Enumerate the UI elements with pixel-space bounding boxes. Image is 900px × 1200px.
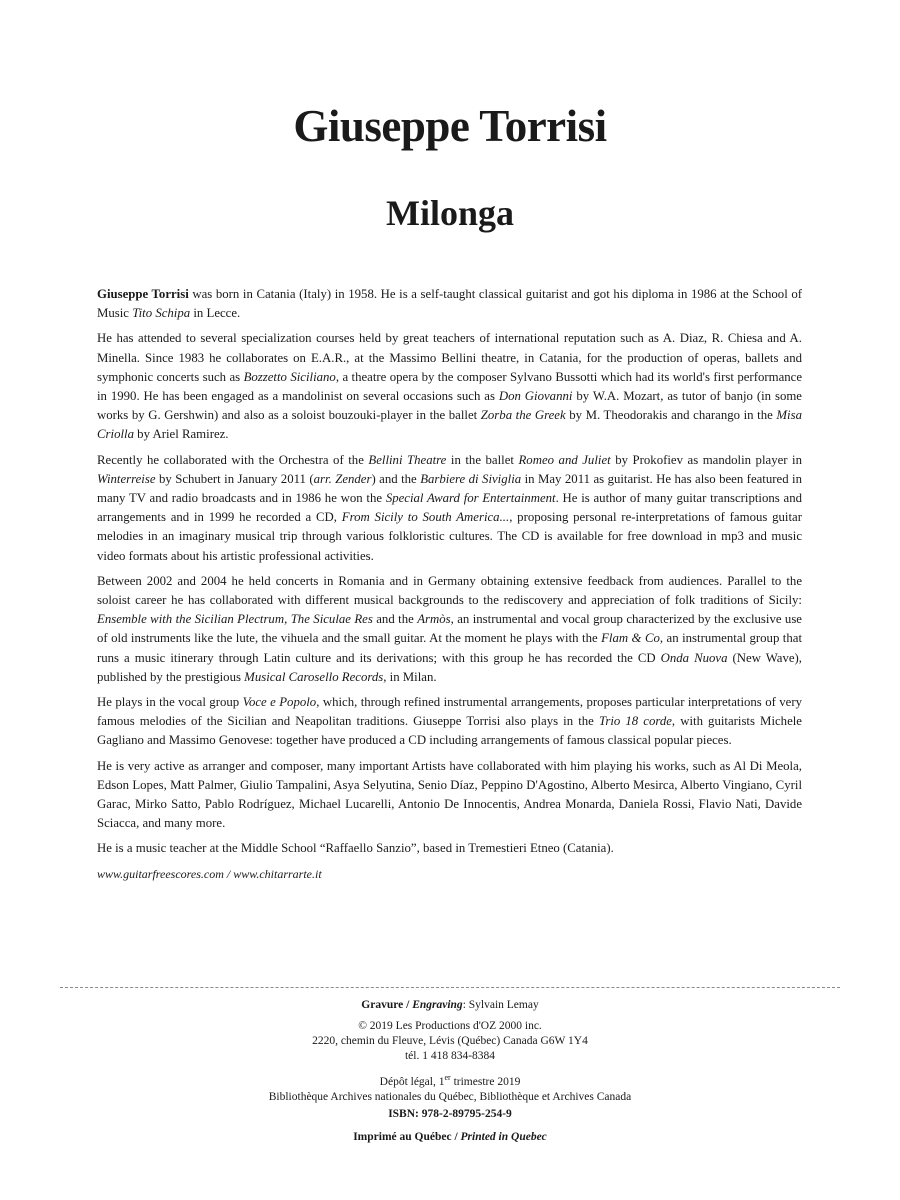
engraving-credit [0,998,900,1013]
bio-emphasis: Bellini Theatre [368,452,447,467]
bio-text: by W.A. Mozart, as tutor of banjo (in some works by G. Gershwin) and also as a soloist bouzouki-player in the ballet [97,389,802,423]
bio-emphasis: Don Giovanni [498,389,573,404]
bio-emphasis: arr. Zender [313,471,372,486]
bio-emphasis: Barbiere di Siviglia [420,471,522,486]
printed-in-en: Printed in Quebec [460,1130,547,1143]
bio-text: was born in Catania (Italy) in 1958. He is a self-taught classical guitarist and got his diploma in 1986 at the School of Music [97,287,802,321]
bio-emphasis: Romeo and Juliet [518,452,611,467]
piece-title: Milonga [385,193,514,233]
publisher-phone: tél. 1 418 834-8384 [404,1050,496,1062]
legal-deposit-text: trimestre 2019 [450,1075,521,1088]
bio-paragraph-1 [97,285,802,323]
copyright-line: © 2019 Les Productions d'OZ 2000 inc. [358,1020,542,1032]
bio-text: , in Milan. [383,669,437,684]
bio-paragraph-2 [97,329,802,444]
bio-text: He plays in the vocal group [97,695,243,710]
bio-paragraph-6: He is very active as arranger and composer, many important Artists have collaborated with him playing his works, such as Al Di Meola, Edson Lopes, Matt Palmer, Giulio Tampalini, Asya Selyutina, Senio Díaz, Peppino D'Agostino, Alberto Mesirca, Alberto Vingiano, Cyril Garac, Mirko Satto, Pablo Rodríguez, Michael Lucarelli, Antonio De Innocentis, Andrea Monarda, Daniela Rossi, Flavio Nati, Davide Sciacca, and many more. [97,758,802,831]
bio-emphasis: Flam & Co [601,631,660,646]
engraving-label-fr: Gravure / [361,999,413,1011]
bio-text: . He is author of many guitar transcriptions and arrangements and in 1999 he recorded a CD, [97,491,802,525]
bio-emphasis: Misa Criolla [97,408,802,442]
bio-paragraph-5 [97,693,802,751]
printed-in-fr: Imprimé au Québec / [353,1130,461,1143]
bio-text: , an instrumental group that runs a music itinerary through Latin culture and its derivations; with this group he has recorded the CD [97,631,802,665]
publisher-address: 2220, chemin du Fleuve, Lévis (Québec) Canada G6W 1Y4 [312,1035,588,1047]
biography [97,285,802,890]
bio-emphasis: Trio 18 corde [598,714,672,729]
bio-text: , a theatre opera by the composer Sylvano Bussotti which had its world's first performance in 1990. He has been engaged as a mandolinist on several occasions such as [97,369,803,404]
bio-text: by Schubert in January 2011 ( [155,471,314,486]
composer-name: Giuseppe Torrisi [293,101,607,151]
bio-emphasis: The Siculae Res [290,612,373,627]
bio-paragraph-7: He is a music teacher at the Middle School “Raffaello Sanzio”, based in Tremestieri Etneo (Catania). [97,841,614,856]
bio-text: by Ariel Ramirez. [133,427,229,442]
bio-emphasis: Voce e Popolo [242,695,317,710]
bio-name: Giuseppe Torrisi [97,287,189,301]
bio-emphasis: Special Award for Entertainment [385,491,556,506]
bio-emphasis: Tito Schipa [132,306,191,321]
bio-emphasis: Ensemble with the Sicilian Plectrum [97,612,285,627]
bio-emphasis: Zorba the Greek [480,408,566,423]
bio-text: , [284,612,291,627]
bio-text: , which, through refined instrumental arrangements, proposes particular interpretations of very famous melodies of the Sicilian and Neapolitan traditions. Giuseppe Torrisi also plays in the [97,695,803,729]
dashed-divider [60,987,840,988]
bio-emphasis: From Sicily to South America... [341,510,510,525]
library-archives: Bibliothèque Archives nationales du Québec, Bibliothèque et Archives Canada [268,1090,632,1103]
bio-text: by M. Theodorakis and charango in the [565,408,777,423]
legal-deposit-sup: er [444,1073,451,1082]
bio-emphasis: Onda Nuova [660,650,728,665]
bio-text: in May 2011 as guitarist. He has also been featured in many TV and radio broadcasts and in 1986 he won the [97,471,802,506]
bio-emphasis: Winterreise [97,471,156,486]
bio-text: , proposing personal re-interpretations of famous guitar melodies in an imaginary musical trip through various folkloristic cultures. The CD is available for free download in mp3 and music video formats about his artistic professional activities. [97,510,802,563]
bio-text: , an instrumental and vocal group characterized by the exclusive use of old instruments like the lute, the vihuela and the small guitar. At the moment he plays with the [97,612,802,646]
bio-text: He has attended to several specialization courses held by great teachers of international reputation such as A. Diaz, R. Chiesa and A. Minella. Since 1983 he collaborates on E.A.R., at the Massimo Bellini theatre, in Catania, for the production of operas, ballets and symphonic concerts such as [97,331,802,384]
bio-text: , with guitarists Michele Gagliano and Massimo Genovese: together have produced a CD including arrangements of famous classical popular pieces. [97,714,802,748]
bio-text: ) and the [371,471,421,486]
legal-deposit-text: Dépôt légal, 1 [379,1075,445,1088]
bio-text: in the ballet [446,452,519,467]
colophon [0,998,900,1145]
bio-emphasis: Bozzetto Siciliano [243,369,336,384]
bio-text: (New Wave), published by the prestigious [97,650,802,684]
bio-text: Recently he collaborated with the Orchestra of the [97,452,369,467]
bio-text: Between 2002 and 2004 he held concerts in Romania and in Germany obtaining extensive feedback from audiences. Parallel to the soloist career he has collaborated with different musical backgrounds to the rediscovery and appreciation of folk traditions of Sicily: [97,573,802,608]
bio-text: and the [372,612,418,627]
legal-deposit [0,1070,900,1090]
bio-text: by Prokofiev as mandolin player in [610,452,803,467]
printed-in [0,1130,900,1145]
engraving-label-en: Engraving [412,999,463,1011]
website-links[interactable]: www.guitarfreescores.com / www.chitarrarte.it [97,866,322,881]
bio-emphasis: Musical Carosello Records [244,669,384,684]
bio-emphasis: Armòs [417,612,451,627]
bio-text: in Lecce. [190,306,241,321]
bio-paragraph-3 [97,451,802,566]
isbn: ISBN: 978-2-89795-254-9 [388,1107,512,1120]
engraver-name: : Sylvain Lemay [462,999,539,1011]
bio-paragraph-4 [97,572,802,687]
